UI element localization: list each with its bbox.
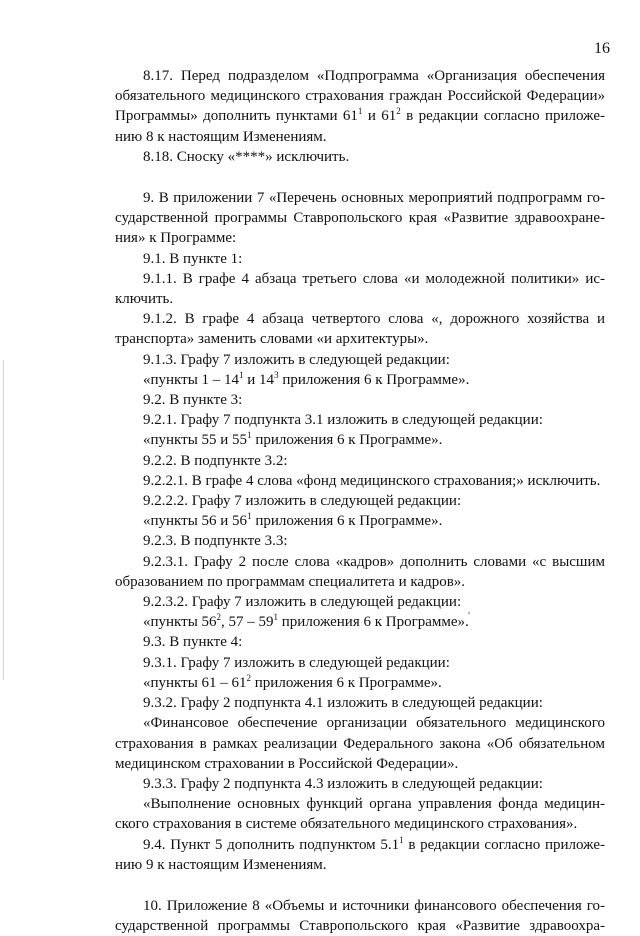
text-line: [115, 896, 605, 916]
paragraph: [115, 592, 605, 612]
text-line: [115, 632, 605, 652]
text-line: [115, 370, 605, 390]
paragraph-gap: [115, 875, 605, 896]
text-line: [115, 309, 605, 329]
text-run: , 57 – 59: [221, 614, 274, 631]
text-run: в редакции согласно приложе-: [403, 836, 605, 853]
text-run: 9.3.1. Графу 7 изложить в следующей редакции:: [143, 654, 450, 671]
text-run: «Финансовое обеспечение организации обязательного медицинского: [143, 715, 605, 732]
text-line: [115, 572, 605, 592]
text-run: 10. Приложение 8 «Объемы и источники финансового обеспечения го-: [143, 897, 605, 914]
text-run: приложения 6 к Программе».: [251, 513, 443, 530]
superscript: 1: [399, 834, 404, 845]
text-line: [115, 289, 605, 309]
text-line: [115, 531, 605, 551]
text-line: [115, 329, 605, 349]
paragraph: [115, 612, 605, 632]
paragraph: [115, 491, 605, 511]
superscript: 2: [396, 106, 401, 117]
superscript: 3: [274, 369, 279, 380]
text-run: 9.4. Пункт 5 дополнить подпунктом 5.1: [143, 836, 400, 853]
superscript: 1: [247, 511, 252, 522]
text-run: транспорта» заменить словами «и архитектуры».: [115, 331, 429, 348]
text-run: 9.2.3.1. Графу 2 после слова «кадров» дополнить словами «с высшим: [143, 553, 605, 570]
paragraph: [115, 531, 605, 551]
text-line: [115, 106, 605, 126]
text-run: 9.2.2. В подпункте 3.2:: [143, 452, 288, 469]
paragraph: [115, 632, 605, 652]
text-line: [115, 66, 605, 86]
text-run: «пункты 61 – 61: [143, 674, 247, 691]
text-line: [115, 592, 605, 612]
paragraph: [115, 430, 605, 450]
text-line: [115, 471, 605, 491]
text-run: 9.3.3. Графу 2 подпункта 4.3 изложить в следующей редакции:: [143, 775, 543, 792]
text-line: [115, 794, 605, 814]
text-run: приложения 6 к Программе».: [251, 432, 443, 449]
text-line: [115, 390, 605, 410]
text-run: 9.2.3. В подпункте 3.3:: [143, 533, 288, 550]
text-run: ния» к Программе:: [115, 230, 237, 247]
text-run: и 14: [243, 371, 275, 388]
superscript: 1: [357, 106, 363, 117]
paragraph: [115, 896, 605, 936]
text-run: 8.17. Перед подразделом «Подпрограмма «Организация обеспечения: [143, 68, 605, 84]
text-run: в редакции согласно приложе-: [400, 108, 605, 125]
paragraph: [115, 835, 605, 875]
text-run: 9.2.2.1. В графе 4 слова «фонд медицинского страхования;» исключить.: [143, 472, 601, 489]
text-line: [115, 269, 605, 289]
text-line: [115, 249, 605, 269]
text-line: [115, 410, 605, 430]
text-line: [115, 673, 605, 693]
text-run: Программы» дополнить пунктами 61: [115, 108, 358, 125]
text-run: нию 8 к настоящим Изменениям.: [115, 128, 327, 145]
text-line: [115, 835, 605, 855]
text-run: 9.1. В пункте 1:: [143, 250, 243, 267]
text-run: 8.18. Сноску «****» исключить.: [143, 148, 350, 165]
paragraph: [115, 147, 605, 167]
text-line: [115, 86, 605, 106]
paragraph-gap: [115, 167, 605, 188]
superscript: 2: [246, 672, 252, 683]
paragraph: [115, 350, 605, 370]
text-run: приложения 6 к Программе».: [278, 371, 470, 388]
paragraph: [115, 693, 605, 713]
text-run: медицинском страховании в Российской Федерации».: [115, 755, 459, 772]
text-line: [115, 916, 605, 936]
text-line: [115, 147, 605, 167]
text-run: 9.1.2. В графе 4 абзаца четвертого слова «, дорожного хозяйства и: [143, 311, 605, 328]
text-run: 9.3. В пункте 4:: [143, 634, 243, 651]
paragraph: [115, 471, 605, 491]
text-line: [115, 188, 605, 208]
text-run: 9.3.2. Графу 2 подпункта 4.1 изложить в следующей редакции:: [143, 695, 543, 712]
text-run: нию 9 к настоящим Изменениям.: [115, 856, 327, 873]
text-run: приложения 6 к Программе».: [278, 614, 469, 631]
paragraph: [115, 552, 605, 592]
text-run: «пункты 56: [143, 614, 217, 631]
text-line: [115, 228, 605, 248]
document-body: [115, 66, 605, 936]
text-run: 9.2.2.2. Графу 7 изложить в следующей редакции:: [143, 493, 462, 510]
text-run: обязательного медицинского страхования граждан Российской Федерации»: [115, 88, 605, 105]
text-run: образованием по программам специалитета и кадров».: [115, 573, 466, 590]
text-line: [115, 653, 605, 673]
text-line: [115, 713, 605, 733]
text-run: 9.1.1. В графе 4 абзаца третьего слова «и молодежной политики» ис-: [143, 270, 605, 287]
text-line: [115, 612, 605, 632]
paragraph: [115, 390, 605, 410]
text-run: «пункты 55 и 55: [143, 432, 248, 449]
text-line: [115, 734, 605, 754]
paragraph: [115, 66, 605, 147]
text-line: [115, 814, 605, 834]
text-run: 9.2.1. Графу 7 подпункта 3.1 изложить в следующей редакции:: [143, 412, 543, 429]
text-run: ключить.: [115, 291, 174, 308]
paragraph: [115, 511, 605, 531]
text-run: 9. В приложении 7 «Перечень основных мероприятий подпрограмм го-: [143, 190, 605, 207]
paragraph: [115, 794, 605, 834]
text-line: [115, 774, 605, 794]
text-run: сударственной программы Ставропольского края «Развитие здравоохра-: [115, 918, 605, 935]
text-run: 9.2.3.2. Графу 7 изложить в следующей редакции:: [143, 594, 462, 611]
paragraph: [115, 713, 605, 774]
text-line: [115, 552, 605, 572]
text-line: [115, 127, 605, 147]
text-run: 9.1.3. Графу 7 изложить в следующей редакции:: [143, 351, 450, 368]
paragraph: [115, 188, 605, 249]
text-run: «пункты 56 и 56: [143, 513, 248, 530]
page-number: 16: [594, 40, 610, 57]
superscript: 1: [247, 430, 252, 441]
paragraph: [115, 653, 605, 673]
text-run: приложения 6 к Программе».: [251, 674, 442, 691]
paragraph: [115, 774, 605, 794]
text-line: [115, 208, 605, 228]
text-run: и 61: [362, 108, 397, 125]
superscript: 2: [216, 612, 222, 623]
paragraph: [115, 249, 605, 269]
text-line: [115, 693, 605, 713]
paragraph: [115, 370, 605, 390]
scan-margin-line: [3, 360, 4, 680]
paragraph: [115, 269, 605, 309]
text-line: [115, 511, 605, 531]
text-line: [115, 754, 605, 774]
paragraph: [115, 673, 605, 693]
text-line: [115, 491, 605, 511]
text-run: «пункты 1 – 14: [143, 371, 240, 388]
text-run: сударственной программы Ставропольского края «Развитие здравоохране-: [115, 210, 605, 227]
text-run: «Выполнение основных функций органа управления фонда медицин-: [143, 796, 605, 813]
text-line: [115, 430, 605, 450]
superscript: 1: [273, 612, 279, 623]
text-line: [115, 855, 605, 875]
text-run: страхования в рамках реализации Федерального закона «Об обязательном: [115, 735, 605, 752]
text-line: [115, 451, 605, 471]
superscript: 1: [239, 369, 244, 380]
text-run: ского страхования в системе обязательного медицинского страхования».: [115, 816, 578, 833]
paragraph: [115, 451, 605, 471]
text-run: 9.2. В пункте 3:: [143, 392, 243, 409]
text-line: [115, 350, 605, 370]
paragraph: [115, 410, 605, 430]
paragraph: [115, 309, 605, 349]
